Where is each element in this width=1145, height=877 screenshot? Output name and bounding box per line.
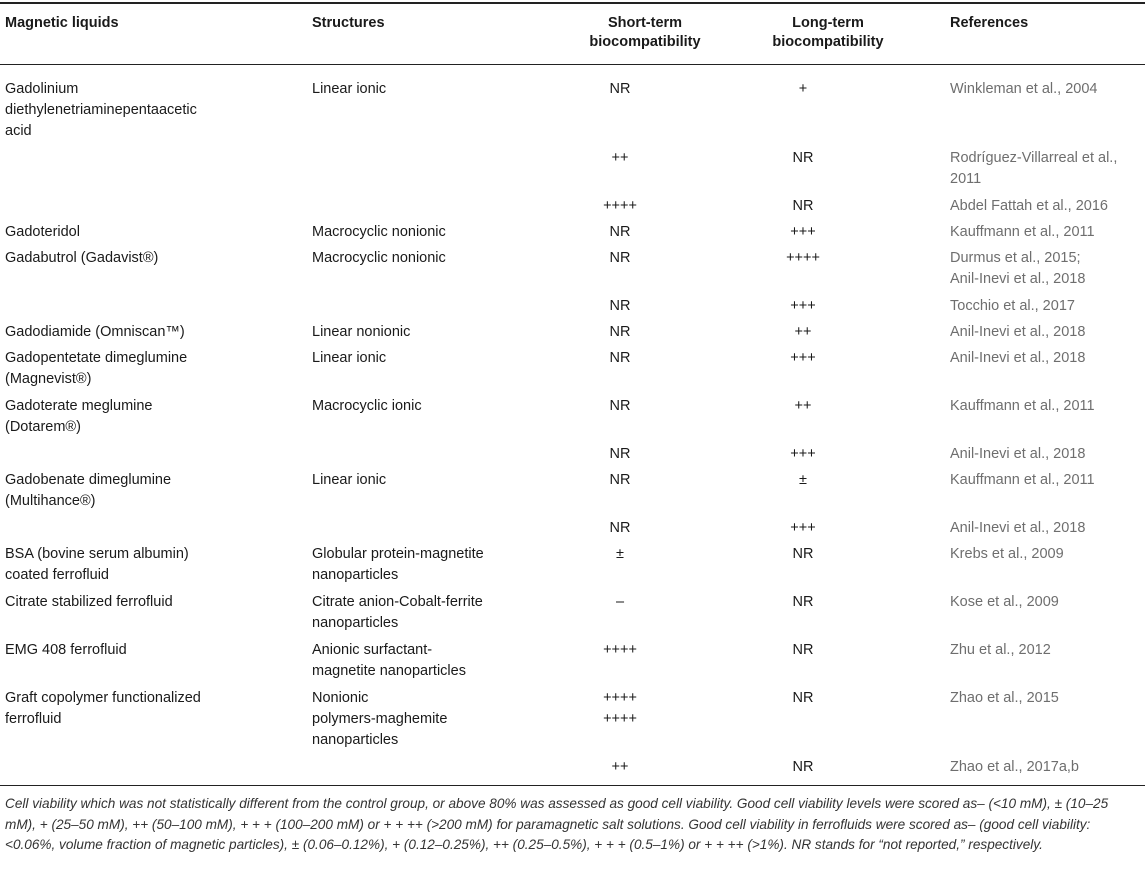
cell-structure: Macrocyclic nonionic — [312, 224, 446, 240]
cell-structure: Citrate anion-Cobalt-ferrite nanoparticles — [312, 594, 483, 631]
cell-structure: Anionic surfactant- magnetite nanoparticles — [312, 642, 466, 679]
cell-long-term: +++ — [790, 224, 816, 240]
cell-long-term: NR — [792, 759, 814, 775]
cell-long-term: ± — [799, 472, 807, 488]
cell-reference: Zhao et al., 2017a,b — [950, 759, 1079, 775]
cell-long-term: NR — [792, 690, 814, 706]
cell-short-term: NR — [609, 324, 631, 340]
cell-long-term: NR — [792, 150, 814, 166]
cell-structure: Globular protein-magnetite nanoparticles — [312, 546, 484, 583]
cell-magnetic-liquid: Graft copolymer functionalized ferrofluid — [5, 690, 201, 727]
cell-magnetic-liquid: Gadabutrol (Gadavist®) — [5, 250, 159, 266]
cell-magnetic-liquid: EMG 408 ferrofluid — [5, 642, 127, 658]
cell-long-term: +++ — [790, 298, 816, 314]
cell-short-term: NR — [609, 224, 631, 240]
cell-short-term: NR — [609, 350, 631, 366]
cell-short-term: NR — [609, 446, 631, 462]
cell-long-term: NR — [792, 198, 814, 214]
cell-reference: Rodríguez-Villarreal et al., 2011 — [950, 150, 1118, 187]
bottom-rule — [0, 785, 1145, 786]
cell-long-term: NR — [792, 594, 814, 610]
cell-magnetic-liquid: Gadobenate dimeglumine (Multihance®) — [5, 472, 172, 509]
cell-reference: Zhao et al., 2015 — [950, 690, 1059, 706]
cell-long-term: +++ — [790, 520, 816, 536]
cell-structure: Linear ionic — [312, 472, 387, 488]
cell-short-term: ± — [616, 546, 624, 562]
cell-short-term: ++++ — [603, 642, 637, 658]
cell-long-term: ++++ — [786, 250, 820, 266]
header-references: References — [950, 15, 1029, 31]
cell-reference: Kauffmann et al., 2011 — [950, 472, 1095, 488]
cell-reference: Durmus et al., 2015; Anil-Inevi et al., 2018 — [950, 250, 1086, 287]
cell-structure: Linear ionic — [312, 81, 387, 97]
cell-reference: Krebs et al., 2009 — [950, 546, 1064, 562]
cell-reference: Tocchio et al., 2017 — [950, 298, 1075, 314]
cell-short-term: ++++ — [603, 198, 637, 214]
cell-long-term: +++ — [790, 350, 816, 366]
cell-short-term: ++++ ++++ — [603, 690, 637, 727]
cell-long-term: NR — [792, 546, 814, 562]
cell-structure: Nonionic polymers-maghemite nanoparticles — [312, 690, 448, 748]
cell-structure: Linear ionic — [312, 350, 387, 366]
cell-magnetic-liquid: Gadolinium diethylenetriaminepentaacetic acid — [5, 81, 197, 139]
cell-long-term: ++ — [794, 398, 812, 414]
header-rule — [0, 64, 1145, 65]
cell-short-term: – — [615, 594, 625, 610]
cell-short-term: NR — [609, 520, 631, 536]
cell-structure: Macrocyclic nonionic — [312, 250, 446, 266]
cell-reference: Zhu et al., 2012 — [950, 642, 1051, 658]
cell-structure: Macrocyclic ionic — [312, 398, 422, 414]
cell-magnetic-liquid: Gadoterate meglumine (Dotarem®) — [5, 398, 153, 435]
cell-magnetic-liquid: Gadopentetate dimeglumine (Magnevist®) — [5, 350, 188, 387]
cell-short-term: ++ — [611, 150, 629, 166]
cell-short-term: NR — [609, 250, 631, 266]
cell-reference: Kose et al., 2009 — [950, 594, 1059, 610]
cell-magnetic-liquid: Citrate stabilized ferrofluid — [5, 594, 173, 610]
cell-long-term: + — [798, 81, 808, 97]
cell-structure: Linear nonionic — [312, 324, 411, 340]
cell-long-term: NR — [792, 642, 814, 658]
cell-reference: Anil-Inevi et al., 2018 — [950, 520, 1086, 536]
cell-short-term: NR — [609, 398, 631, 414]
cell-short-term: NR — [609, 472, 631, 488]
top-rule — [0, 2, 1145, 4]
cell-magnetic-liquid: BSA (bovine serum albumin) coated ferrofluid — [5, 546, 189, 583]
cell-long-term: ++ — [794, 324, 812, 340]
cell-reference: Kauffmann et al., 2011 — [950, 224, 1095, 240]
table-footnote: Cell viability which was not statistically different from the control group, or above 80% was assessed as good cell viability. Good cell viability levels were scored as– (<10 mM), ± (10–25 mM), + (25–50 mM), ++ (50–100 mM), + + + (100–200 mM) or + + ++ (>200 mM) for paramagnetic salt solutions. Good cell viability in ferrofluids were scored as– (good cell viability: <0.06%, volume fraction of magnetic particles), ± (0.06–0.12%), + (0.12–0.25%), ++ (0.25–0.5%), + + + (0.5–1%) or + + ++ (>1%). NR stands for “not reported,” respectively. — [5, 796, 1109, 852]
header-structures: Structures — [312, 15, 385, 31]
cell-reference: Anil-Inevi et al., 2018 — [950, 446, 1086, 462]
cell-reference: Winkleman et al., 2004 — [950, 81, 1098, 97]
cell-short-term: ++ — [611, 759, 629, 775]
cell-short-term: NR — [609, 298, 631, 314]
cell-short-term: NR — [609, 81, 631, 97]
cell-reference: Abdel Fattah et al., 2016 — [950, 198, 1108, 214]
cell-reference: Kauffmann et al., 2011 — [950, 398, 1095, 414]
cell-long-term: +++ — [790, 446, 816, 462]
header-long-term: Long-term biocompatibility — [772, 15, 884, 50]
cell-reference: Anil-Inevi et al., 2018 — [950, 324, 1086, 340]
cell-magnetic-liquid: Gadodiamide (Omniscan™) — [5, 324, 185, 340]
cell-magnetic-liquid: Gadoteridol — [5, 224, 80, 240]
header-magnetic-liquids: Magnetic liquids — [5, 15, 119, 31]
cell-reference: Anil-Inevi et al., 2018 — [950, 350, 1086, 366]
header-short-term: Short-term biocompatibility — [589, 15, 701, 50]
